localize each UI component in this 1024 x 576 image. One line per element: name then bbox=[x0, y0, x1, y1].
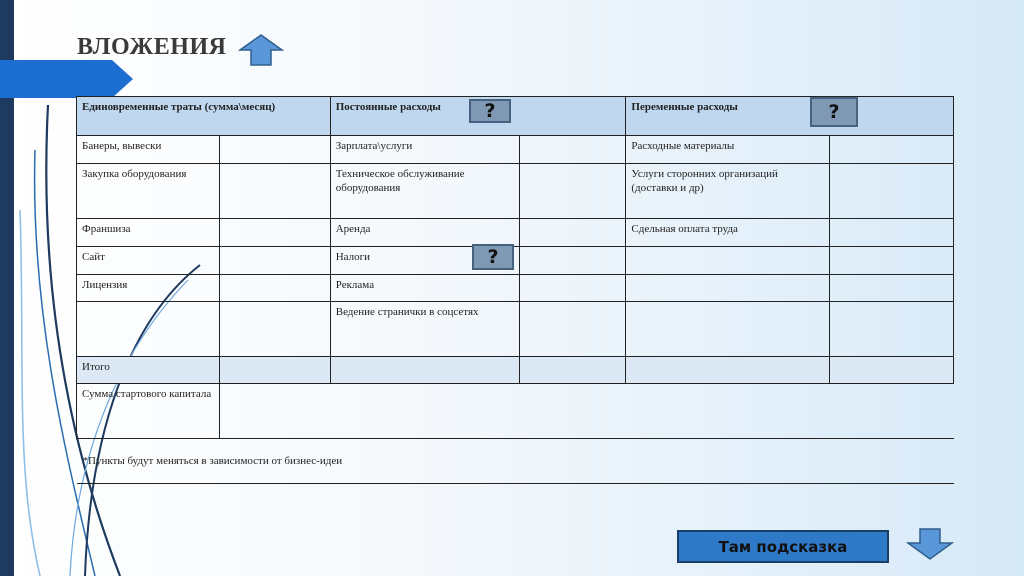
cell-one-time-amount[interactable] bbox=[219, 275, 330, 302]
startup-capital-row bbox=[77, 384, 954, 439]
question-icon: ? bbox=[487, 246, 499, 268]
budget-table bbox=[76, 96, 954, 484]
startup-capital-value[interactable] bbox=[219, 384, 953, 439]
table-row bbox=[77, 302, 954, 357]
cell-fixed-amount[interactable] bbox=[519, 136, 626, 164]
arrow-down-icon[interactable] bbox=[906, 528, 954, 560]
cell-fixed: Техническое обслуживание оборудования bbox=[330, 164, 519, 219]
total-label: Итого bbox=[77, 357, 220, 384]
total-one-time[interactable] bbox=[219, 357, 330, 384]
table-row bbox=[77, 164, 954, 219]
cell-one-time-amount[interactable] bbox=[219, 302, 330, 357]
cell-variable-amount[interactable] bbox=[830, 164, 954, 219]
table-row bbox=[77, 219, 954, 247]
total-fixed-label-cell bbox=[330, 357, 519, 384]
cell-one-time-amount[interactable] bbox=[219, 247, 330, 275]
cell-fixed: Реклама bbox=[330, 275, 519, 302]
header-variable: Переменные расходы bbox=[626, 97, 954, 136]
cell-variable-amount[interactable] bbox=[830, 302, 954, 357]
question-icon: ? bbox=[484, 100, 496, 122]
cell-fixed: Ведение странички в соцсетях bbox=[330, 302, 519, 357]
total-row bbox=[77, 357, 954, 384]
table-row bbox=[77, 275, 954, 302]
cell-variable bbox=[626, 302, 830, 357]
header-one-time: Единовременные траты (сумма\месяц) bbox=[77, 97, 331, 136]
cell-fixed-amount[interactable] bbox=[519, 164, 626, 219]
cell-variable-amount[interactable] bbox=[830, 136, 954, 164]
cell-fixed: Аренда bbox=[330, 219, 519, 247]
help-button-fixed[interactable] bbox=[469, 99, 511, 123]
startup-capital-label: Сумма стартового капитала bbox=[77, 384, 220, 439]
cell-variable bbox=[626, 247, 830, 275]
cell-fixed-amount[interactable] bbox=[519, 302, 626, 357]
arrow-up-icon[interactable] bbox=[238, 34, 284, 66]
cell-variable bbox=[626, 275, 830, 302]
total-variable[interactable] bbox=[830, 357, 954, 384]
question-icon: ? bbox=[828, 101, 840, 123]
cell-variable-amount[interactable] bbox=[830, 219, 954, 247]
cell-one-time: Сайт bbox=[77, 247, 220, 275]
footnote: *Пункты будут меняться в зависимости от бизнес-идеи bbox=[77, 439, 954, 484]
cell-variable: Расходные материалы bbox=[626, 136, 830, 164]
cell-one-time-amount[interactable] bbox=[219, 136, 330, 164]
cell-one-time-amount[interactable] bbox=[219, 164, 330, 219]
cell-fixed-amount[interactable] bbox=[519, 275, 626, 302]
cell-variable: Услуги сторонних организаций (доставки и др) bbox=[626, 164, 830, 219]
help-button-variable[interactable] bbox=[810, 97, 858, 127]
cell-one-time: Закупка оборудования bbox=[77, 164, 220, 219]
cell-one-time: Банеры, вывески bbox=[77, 136, 220, 164]
accent-tab bbox=[0, 60, 133, 98]
table-row bbox=[77, 136, 954, 164]
cell-one-time: Франшиза bbox=[77, 219, 220, 247]
cell-fixed: Налоги bbox=[330, 247, 519, 275]
page-title: ВЛОЖЕНИЯ bbox=[77, 34, 227, 60]
cell-one-time: Лицензия bbox=[77, 275, 220, 302]
cell-one-time bbox=[77, 302, 220, 357]
hint-button[interactable]: Там подсказка bbox=[677, 530, 889, 563]
cell-fixed-amount[interactable] bbox=[519, 247, 626, 275]
footnote-row bbox=[77, 439, 954, 484]
cell-one-time-amount[interactable] bbox=[219, 219, 330, 247]
total-fixed[interactable] bbox=[519, 357, 626, 384]
cell-variable: Сдельная оплата труда bbox=[626, 219, 830, 247]
header-fixed: Постоянные расходы bbox=[330, 97, 626, 136]
cell-variable-amount[interactable] bbox=[830, 275, 954, 302]
help-button-taxes[interactable] bbox=[472, 244, 514, 270]
table-row bbox=[77, 247, 954, 275]
cell-fixed-amount[interactable] bbox=[519, 219, 626, 247]
cell-variable-amount[interactable] bbox=[830, 247, 954, 275]
total-variable-label-cell bbox=[626, 357, 830, 384]
cell-fixed: Зарплата\услуги bbox=[330, 136, 519, 164]
